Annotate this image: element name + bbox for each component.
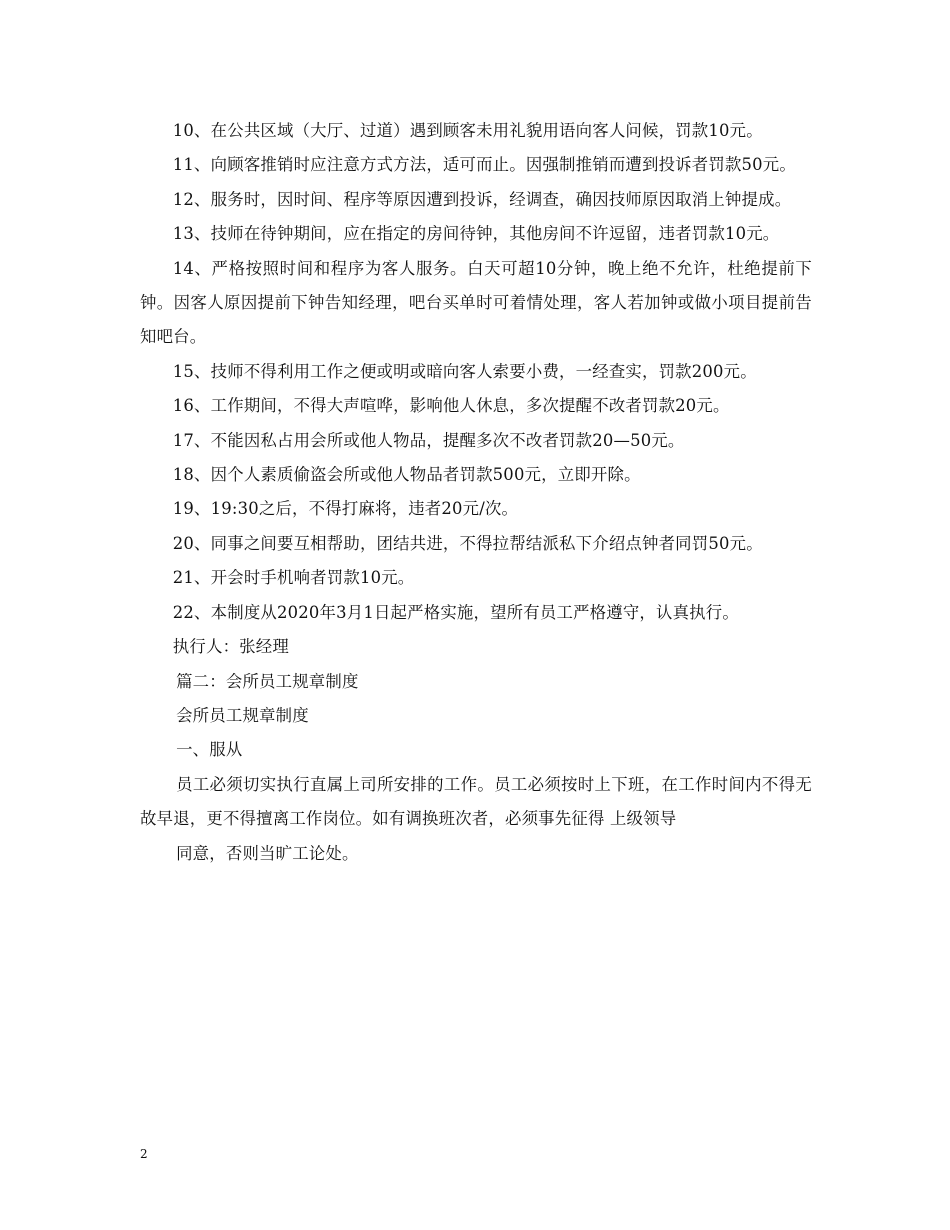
executor-line: 执行人：张经理: [172, 637, 289, 657]
chapter-paragraph: 员工必须切实执行直属上司所安排的工作。员工必须按时上下班，在工作时间内不得无故早退，更不得擅离工作岗位。如有调换班次者，必须事先征得 上级领导: [140, 774, 812, 829]
document-title: 会所员工规章制度: [176, 705, 309, 725]
rule-19: 19、19:30之后，不得打麻将，违者20元/次。: [172, 499, 519, 519]
chapter-heading: 一、服从: [176, 740, 243, 760]
rule-11: 11、向顾客推销时应注意方式方法，适可而止。因强制推销而遭到投诉者罚款50元。: [172, 155, 796, 175]
document-body: [140, 114, 812, 871]
chapter-paragraph-continued: 同意，否则当旷工论处。: [176, 843, 359, 863]
rule-13: 13、技师在待钟期间，应在指定的房间待钟，其他房间不许逗留，违者罚款10元。: [172, 224, 780, 244]
rule-21: 21、开会时手机响者罚款10元。: [172, 568, 415, 588]
rule-18: 18、因个人素质偷盗会所或他人物品者罚款500元，立即开除。: [172, 465, 641, 485]
rule-15: 15、技师不得利用工作之便或明或暗向客人索要小费，一经查实，罚款200元。: [172, 361, 757, 381]
rule-14: 14、严格按照时间和程序为客人服务。白天可超10分钟，晚上绝不允许，杜绝提前下钟。因客人原因提前下钟告知经理，吧台买单时可着情处理，客人若加钟或做小项目提前告知吧台。: [140, 258, 812, 347]
rule-10: 10、在公共区域（大厅、过道）遇到顾客未用礼貌用语向客人问候，罚款10元。: [172, 121, 763, 140]
section-title: 篇二：会所员工规章制度: [176, 671, 359, 691]
rule-12: 12、服务时，因时间、程序等原因遭到投诉，经调查，确因技师原因取消上钟提成。: [172, 189, 792, 209]
rule-16: 16、工作期间，不得大声喧哗，影响他人休息，多次提醒不改者罚款20元。: [172, 396, 730, 416]
rule-17: 17、不能因私占用会所或他人物品，提醒多次不改者罚款20—50元。: [172, 430, 685, 450]
rule-20: 20、同事之间要互相帮助，团结共进，不得拉帮结派私下介绍点钟者同罚50元。: [172, 533, 763, 553]
rule-22: 22、本制度从2020年3月1日起严格实施，望所有员工严格遵守，认真执行。: [172, 602, 739, 622]
page-number: 2: [140, 1147, 148, 1161]
